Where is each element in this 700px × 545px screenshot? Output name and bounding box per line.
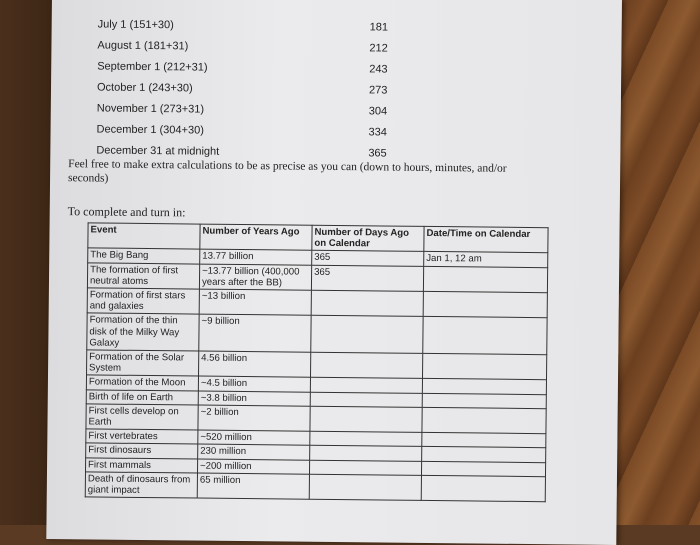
conversion-label: December 31 at midnight bbox=[96, 144, 220, 158]
column-header-days-ago: Number of Days Ago on Calendar bbox=[312, 225, 424, 252]
calendar-date-cell bbox=[422, 379, 546, 395]
event-cell: Formation of first stars and galaxies bbox=[87, 288, 199, 315]
event-cell: First cells develop on Earth bbox=[86, 404, 198, 431]
years-ago-cell: 13.77 billion bbox=[200, 249, 312, 264]
years-ago-cell: ~200 million bbox=[197, 459, 309, 474]
calendar-date-cell bbox=[423, 317, 547, 355]
years-ago-cell: ~13 billion bbox=[199, 289, 311, 316]
column-header-event: Event bbox=[88, 223, 200, 250]
event-cell: Formation of the Solar System bbox=[87, 350, 199, 377]
days-ago-cell bbox=[310, 446, 422, 461]
calendar-date-cell bbox=[421, 475, 545, 502]
column-header-years-ago: Number of Years Ago bbox=[200, 224, 312, 251]
conversion-day: 273 bbox=[368, 84, 388, 97]
conversion-day: 181 bbox=[369, 21, 389, 34]
precision-note: Feel free to make extra calculations to be as precise as you can (down to hours, minutes, and/or seconds) bbox=[68, 158, 507, 185]
days-ago-cell bbox=[309, 474, 421, 501]
calendar-conversion-list bbox=[96, 18, 408, 168]
conversion-day: 212 bbox=[369, 42, 388, 55]
conversion-day: 304 bbox=[368, 105, 388, 118]
calendar-date-cell bbox=[423, 291, 547, 318]
conversion-label: December 1 (304+30) bbox=[96, 123, 204, 137]
years-ago-cell: ~4.5 billion bbox=[198, 376, 310, 391]
days-ago-cell bbox=[310, 378, 422, 393]
calendar-date-cell bbox=[422, 447, 546, 463]
years-ago-cell: ~2 billion bbox=[198, 405, 310, 432]
years-ago-cell: 65 million bbox=[197, 473, 309, 500]
conversion-label: August 1 (181+31) bbox=[97, 39, 189, 53]
worksheet-page bbox=[46, 0, 622, 545]
event-cell: First dinosaurs bbox=[86, 443, 198, 458]
years-ago-cell: ~9 billion bbox=[199, 314, 311, 352]
conversion-label: November 1 (273+31) bbox=[96, 102, 205, 116]
calendar-date-cell bbox=[422, 433, 546, 449]
table-row bbox=[85, 472, 545, 502]
days-ago-cell bbox=[311, 290, 423, 317]
days-ago-cell bbox=[310, 431, 422, 446]
event-cell: The Big Bang bbox=[88, 248, 200, 263]
calendar-date-cell bbox=[423, 266, 547, 293]
days-ago-cell bbox=[310, 352, 422, 379]
conversion-day: 365 bbox=[368, 147, 387, 160]
event-cell: The formation of first neutral atoms bbox=[87, 262, 199, 289]
calendar-date-cell bbox=[422, 407, 546, 434]
years-ago-cell: ~13.77 billion (400,000 years after the BB) bbox=[199, 264, 311, 291]
years-ago-cell: 230 million bbox=[198, 445, 310, 460]
column-header-calendar-date: Date/Time on Calendar bbox=[424, 226, 548, 253]
days-ago-cell bbox=[310, 392, 422, 407]
event-cell: Formation of the thin disk of the Milky Way Galaxy bbox=[87, 313, 199, 351]
conversion-label: September 1 (212+31) bbox=[97, 60, 208, 74]
days-ago-cell bbox=[310, 406, 422, 433]
section-heading: To complete and turn in: bbox=[67, 204, 186, 220]
days-ago-cell: 365 bbox=[311, 265, 423, 292]
event-cell: First vertebrates bbox=[86, 429, 198, 444]
event-cell: Formation of the Moon bbox=[86, 375, 198, 390]
cosmic-calendar-table bbox=[85, 222, 549, 502]
years-ago-cell: ~3.8 billion bbox=[198, 391, 310, 406]
calendar-date-cell bbox=[422, 393, 546, 409]
calendar-date-cell: Jan 1, 12 am bbox=[424, 252, 548, 268]
days-ago-cell bbox=[309, 460, 421, 475]
event-cell: Birth of life on Earth bbox=[86, 390, 198, 405]
event-cell: First mammals bbox=[85, 458, 197, 473]
table-row bbox=[87, 313, 547, 354]
conversion-day: 243 bbox=[369, 63, 388, 76]
event-cell: Death of dinosaurs from giant impact bbox=[85, 472, 197, 499]
days-ago-cell: 365 bbox=[312, 251, 424, 266]
conversion-label: October 1 (243+30) bbox=[96, 81, 193, 95]
conversion-label: July 1 (151+30) bbox=[97, 18, 174, 32]
calendar-date-cell bbox=[421, 461, 545, 477]
years-ago-cell: ~520 million bbox=[198, 430, 310, 445]
calendar-date-cell bbox=[422, 353, 546, 380]
days-ago-cell bbox=[311, 316, 423, 354]
years-ago-cell: 4.56 billion bbox=[199, 351, 311, 378]
conversion-day: 334 bbox=[368, 126, 387, 139]
